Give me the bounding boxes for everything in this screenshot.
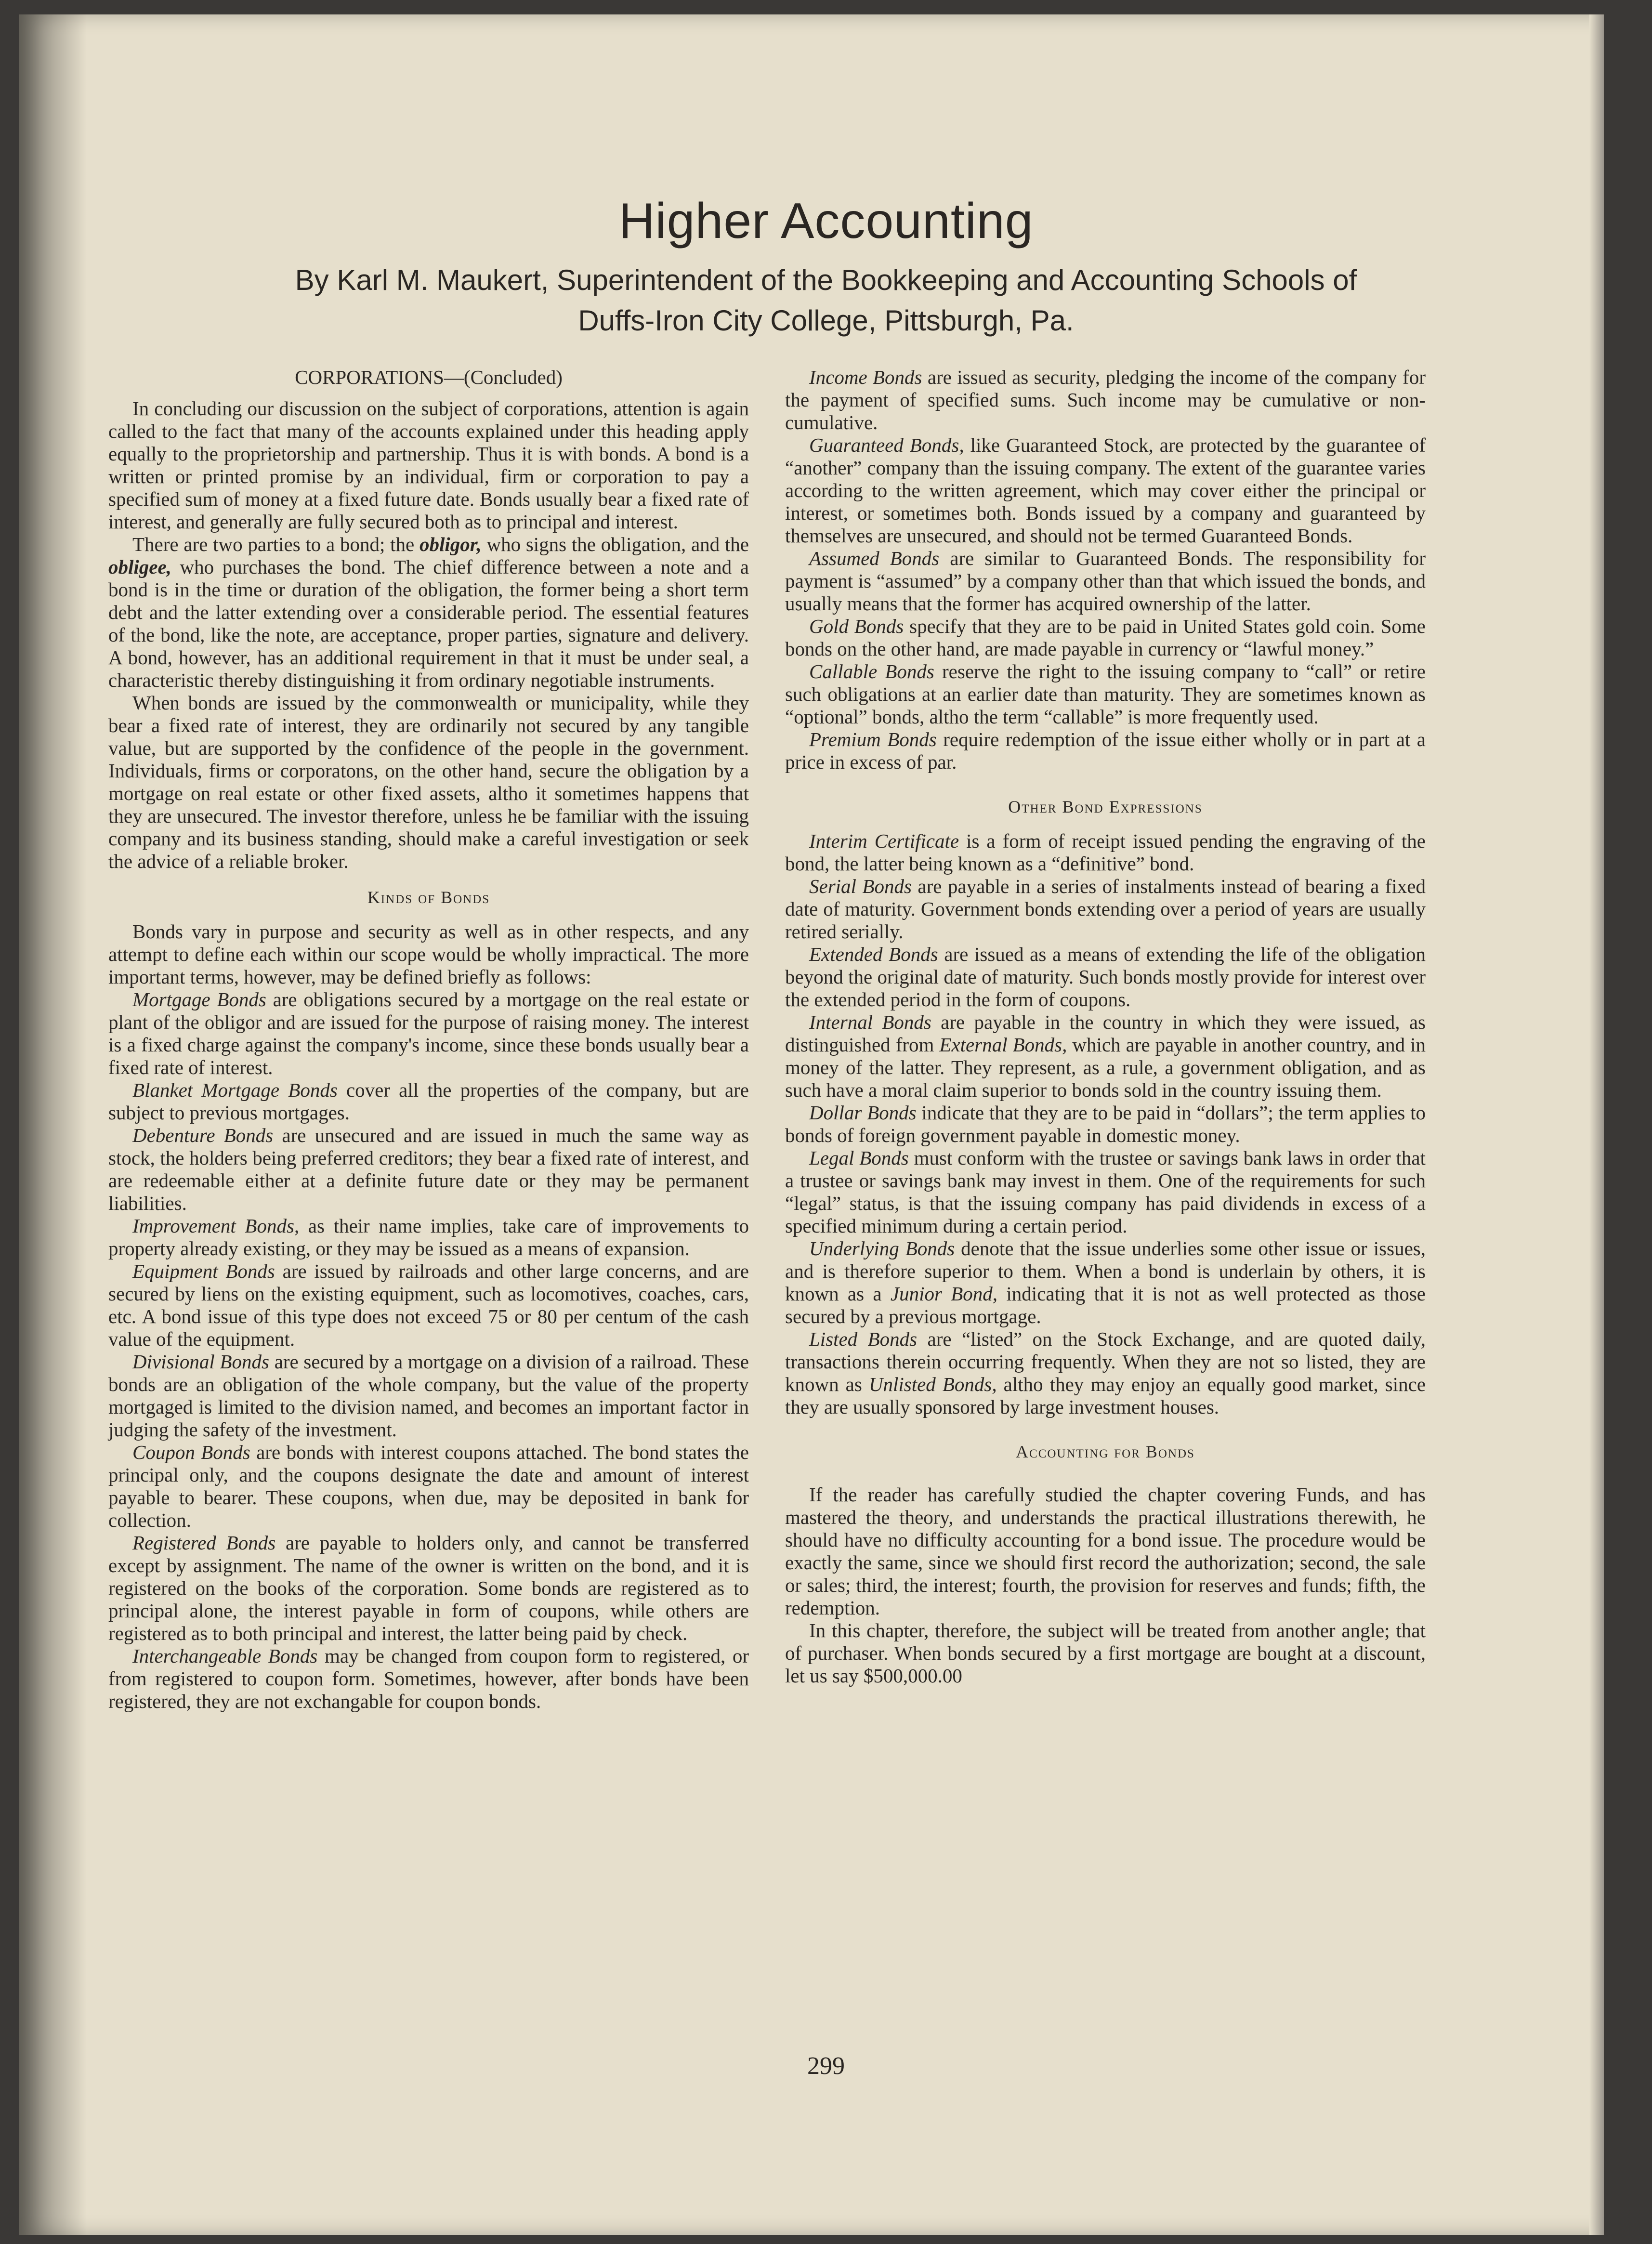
section-heading-kinds-of-bonds: Kinds of Bonds (367, 888, 490, 907)
right-column (785, 366, 1426, 1687)
article-title: Higher Accounting (618, 193, 1034, 249)
paragraph: Bonds vary in purpose and security as well as in other respects, and any attempt to define each within our scope would be wholly impractical. The more important terms, however, may be defined briefly as follows: (108, 920, 749, 988)
bond-definition: Equipment Bonds are issued by railroads and other large concerns, and are secured by liens on the existing equipment, such as locomotives, coaches, cars, etc. A bond issue of this type does not exceed 75 or 80 per centum of the cash value of the equipment. (108, 1260, 749, 1350)
section-heading-corporations: CORPORATIONS—(Concluded) (295, 366, 563, 388)
bond-definition: Guaranteed Bonds, like Guaranteed Stock, are protected by the guarantee of “another” company than the issuing company. The extent of the guarantee varies according to the written agreement, which may cover either the principal or interest, or sometimes both. Bonds issued by a company and guaranteed by themselves are unsecured, and should not be termed Guaranteed Bonds. (785, 434, 1426, 547)
bond-definition: Interim Certificate is a form of receipt issued pending the engraving of the bond, the latter being known as a “definitive” bond. (785, 830, 1426, 875)
bond-definition: Mortgage Bonds are obligations secured by a mortgage on the real estate or plant of the obligor and are issued for the purpose of raising money. The interest is a fixed charge against the company's income, since these bonds usually bear a fixed rate of interest. (108, 988, 749, 1078)
bond-definition: Coupon Bonds are bonds with interest coupons attached. The bond states the principal only, and the coupons designate the date and amount of interest payable to bearer. These coupons, when due, may be deposited in bank for collection. (108, 1441, 749, 1531)
bond-definition: Legal Bonds must conform with the trustee or savings bank laws in order that a trustee or savings bank may invest in them. One of the requirements for such “legal” status, is that the issuing company has paid dividends in excess of a specified minimum during a certain period. (785, 1147, 1426, 1237)
bond-definition: Callable Bonds reserve the right to the issuing company to “call” or retire such obligations at an earlier date than maturity. They are sometimes known as “optional” bonds, altho the term “callable” is more frequently used. (785, 660, 1426, 728)
bond-definition: Blanket Mortgage Bonds cover all the properties of the company, but are subject to previous mortgages. (108, 1079, 749, 1124)
bond-definition: Assumed Bonds are similar to Guaranteed Bonds. The responsibility for payment is “assumed” by a company other than that which issued the bonds, and usually means that the former has acquired ownership of the latter. (785, 547, 1426, 615)
binding-shadow (19, 14, 87, 2235)
bond-definition: Serial Bonds are payable in a series of instalments instead of bearing a fixed date of maturity. Government bonds extending over a period of years are usually retired serially. (785, 875, 1426, 943)
byline-line-1: By Karl M. Maukert, Superintendent of the Bookkeeping and Accounting Schools of (295, 264, 1357, 296)
bond-definition: Registered Bonds are payable to holders only, and cannot be transferred except by assignment. The name of the owner is written on the bond, and it is registered on the books of the corporation. Some bonds are registered as to principal alone, the interest payable in form of coupons, while others are registered as to both principal and interest, the latter being paid by check. (108, 1532, 749, 1644)
bond-definition: Debenture Bonds are unsecured and are issued in much the same way as stock, the holders being preferred creditors; they bear a fixed rate of interest, and are redeemable either at a definite future date or they may be permanent liabilities. (108, 1124, 749, 1214)
bond-definition: Listed Bonds are “listed” on the Stock Exchange, and are quoted daily, transactions therein occurring frequently. When they are not so listed, they are known as Unlisted Bonds, altho they may enjoy an equally good market, since they are usually sponsored by large investment houses. (785, 1328, 1426, 1418)
left-column (108, 366, 749, 1713)
paragraph: There are two parties to a bond; the obligor, who signs the obligation, and the obligee, who purchases the bond. The chief difference between a note and a bond is in the time or duration of the obligation, the former being a short term debt and the latter extending over a considerable period. The essential features of the bond, like the note, are acceptance, proper parties, signature and delivery. A bond, however, has an additional requirement in that it must be under seal, a characteristic thereby distinguishing it from ordinary negotiable instruments. (108, 533, 749, 691)
bond-definition: Income Bonds are issued as security, pledging the income of the company for the payment of specified sums. Such income may be cumulative or non-cumulative. (785, 366, 1426, 433)
paragraph: When bonds are issued by the commonwealth or municipality, while they bear a fixed rate of interest, they are ordinarily not secured by any tangible value, but are supported by the confidence of the people in the government. Individuals, firms or corporatons, on the other hand, secure the obligation by a mortgage on real estate or other fixed assets, altho it sometimes happens that they are unsecured. The investor therefore, unless he be familiar with the issuing company and its business standing, should make a careful investigation or seek the advice of a reliable broker. (108, 692, 749, 872)
bond-definition: Premium Bonds require redemption of the issue either wholly or in part at a price in excess of par. (785, 728, 1426, 773)
paragraph: If the reader has carefully studied the chapter covering Funds, and has mastered the theory, and understands the practical illustrations therewith, he should have no difficulty accounting for a bond issue. The procedure would be exactly the same, since we should first record the authorization; second, the sale or sales; third, the interest; fourth, the provision for reserves and funds; fifth, the redemption. (785, 1483, 1426, 1619)
bond-definition: Interchangeable Bonds may be changed from coupon form to registered, or from registered to coupon form. Sometimes, however, after bonds have been registered, they are not exchangable for coupon bonds. (108, 1645, 749, 1712)
section-heading-accounting-for-bonds: Accounting for Bonds (1016, 1442, 1195, 1461)
bond-definition: Divisional Bonds are secured by a mortgage on a division of a railroad. These bonds are an obligation of the whole company, but the value of the property mortgaged is limited to the division named, and becomes an important factor in judging the safety of the investment. (108, 1351, 749, 1441)
paragraph: In this chapter, therefore, the subject will be treated from another angle; that of purchaser. When bonds secured by a first mortgage are bought at a discount, let us say $500,000.00 (785, 1619, 1426, 1687)
bond-definition: Dollar Bonds indicate that they are to be paid in “dollars”; the term applies to bonds of foreign government payable in domestic money. (785, 1102, 1426, 1146)
byline (111, 260, 1541, 341)
page-edge (1589, 14, 1604, 2235)
bond-definition: Internal Bonds are payable in the country in which they were issued, as distinguished from External Bonds, which are payable in another country, and in money of the latter. They represent, as a rule, a government obligation, and as such have a moral claim superior to bonds sold in the country issuing them. (785, 1011, 1426, 1101)
bond-definition: Improvement Bonds, as their name implies, take care of improvements to property already existing, or they may be issued as a means of expansion. (108, 1215, 749, 1260)
page-number: 299 (807, 2052, 845, 2080)
bond-definition: Underlying Bonds denote that the issue underlies some other issue or issues, and is therefore superior to them. When a bond is underlain by others, it is known as a Junior Bond, indicating that it is not as well protected as those secured by a previous mortgage. (785, 1237, 1426, 1327)
bond-definition: Gold Bonds specify that they are to be paid in United States gold coin. Some bonds on the other hand, are made payable in currency or “lawful money.” (785, 615, 1426, 660)
bond-definition: Extended Bonds are issued as a means of extending the life of the obligation beyond the original date of maturity. Such bonds mostly provide for interest over the extended period in the form of coupons. (785, 943, 1426, 1010)
paragraph: In concluding our discussion on the subject of corporations, attention is again called to the fact that many of the accounts explained under this heading apply equally to the proprietorship and partnership. Thus it is with bonds. A bond is a written or printed promise by an individual, firm or corporation to pay a specified sum of money at a fixed future date. Bonds usually bear a fixed rate of interest, and generally are fully secured both as to principal and interest. (108, 397, 749, 533)
byline-line-2: Duffs-Iron City College, Pittsburgh, Pa. (578, 304, 1074, 337)
section-heading-other-bond-expressions: Other Bond Expressions (1008, 797, 1203, 816)
